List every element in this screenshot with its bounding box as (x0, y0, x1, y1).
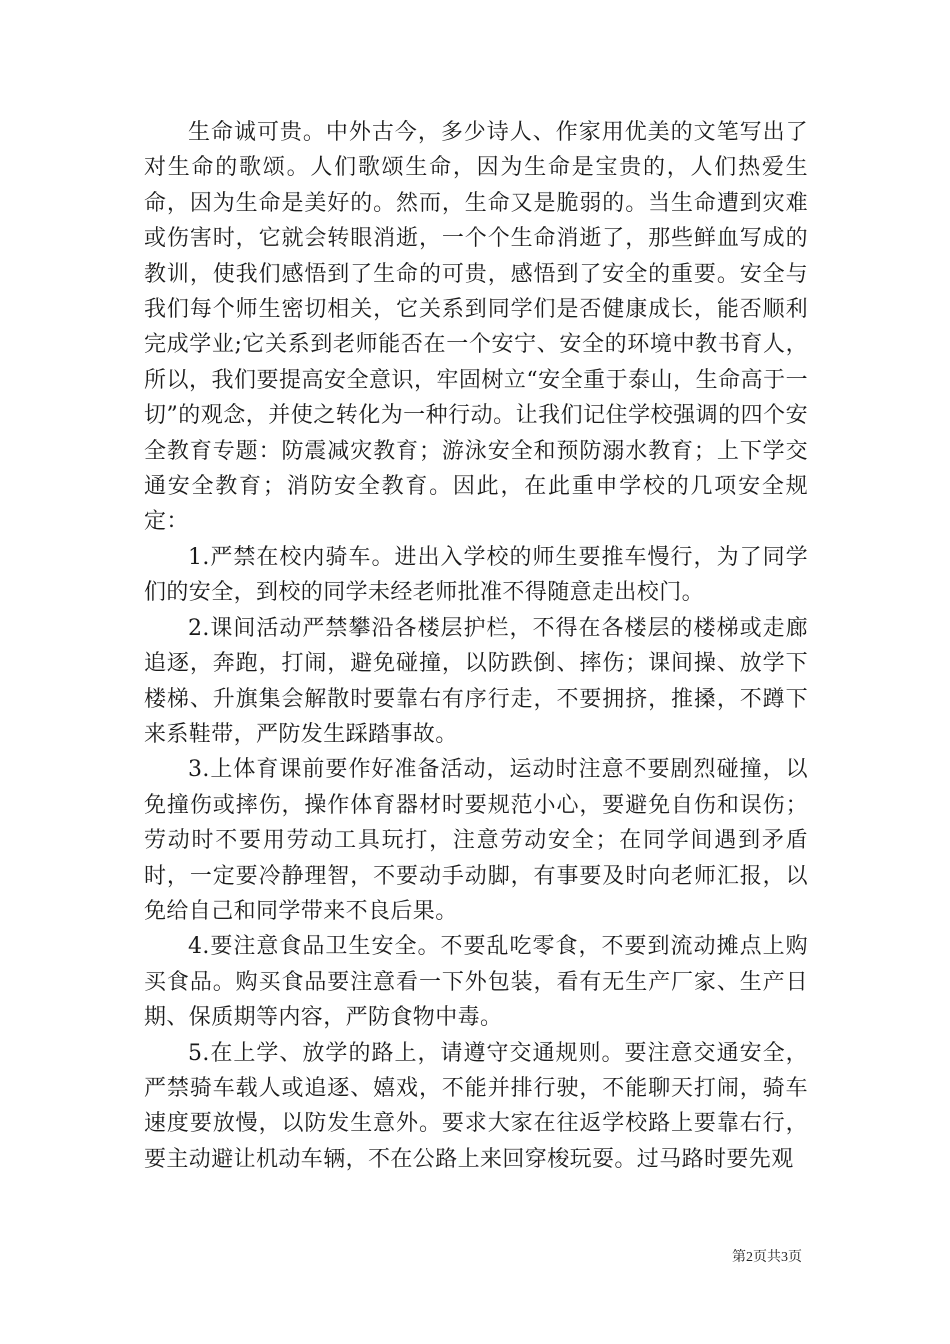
paragraph-rule-1: 1.严禁在校内骑车。进出入学校的师生要推车慢行，为了同学们的安全，到校的同学未经老师批准不得随意走出校门。 (144, 544, 808, 606)
page-number: 第2页共3页 (732, 1250, 802, 1265)
paragraph-rule-4: 4.要注意食品卫生安全。不要乱吃零食，不要到流动摊点上购买食品。购买食品要注意看一下外包装，看有无生产厂家、生产日期、保质期等内容，严防食物中毒。 (144, 934, 808, 1031)
document-body (144, 115, 808, 1177)
paragraph-intro: 生命诚可贵。中外古今，多少诗人、作家用优美的文笔写出了对生命的歌颂。人们歌颂生命，因为生命是宝贵的，人们热爱生命，因为生命是美好的。然而，生命又是脆弱的。当生命遭到灾难或伤害时，它就会转眼消逝，一个个生命消逝了，那些鲜血写成的教训，使我们感悟到了生命的可贵，感悟到了安全的重要。安全与我们每个师生密切相关，它关系到同学们是否健康成长，能否顺利完成学业;它关系到老师能否在一个安宁、安全的环境中教书育人，所以，我们要提高安全意识，牢固树立“安全重于泰山，生命高于一切”的观念，并使之转化为一种行动。让我们记住学校强调的四个安全教育专题：防震减灾教育；游泳安全和预防溺水教育；上下学交通安全教育；消防安全教育。因此，在此重申学校的几项安全规定： (144, 120, 808, 535)
paragraph-rule-5: 5.在上学、放学的路上，请遵守交通规则。要注意交通安全，严禁骑车载人或追逐、嬉戏，不能并排行驶，不能聊天打闹，骑车速度要放慢，以防发生意外。要求大家在往返学校路上要靠右行，要主动避让机动车辆，不在公路上来回穿梭玩耍。过马路时要先观 (144, 1040, 808, 1172)
paragraph-rule-2: 2.课间活动严禁攀沿各楼层护栏，不得在各楼层的楼梯或走廊追逐，奔跑，打闹，避免碰撞，以防跌倒、摔伤；课间操、放学下楼梯、升旗集会解散时要靠右有序行走，不要拥挤，推搡，不蹲下来系鞋带，严防发生踩踏事故。 (144, 615, 808, 747)
paragraph-rule-3: 3.上体育课前要作好准备活动，运动时注意不要剧烈碰撞，以免撞伤或摔伤，操作体育器材时要规范小心，要避免自伤和误伤；劳动时不要用劳动工具玩打，注意劳动安全；在同学间遇到矛盾时，一定要冷静理智，不要动手动脚，有事要及时向老师汇报，以免给自己和同学带来不良后果。 (144, 757, 808, 924)
